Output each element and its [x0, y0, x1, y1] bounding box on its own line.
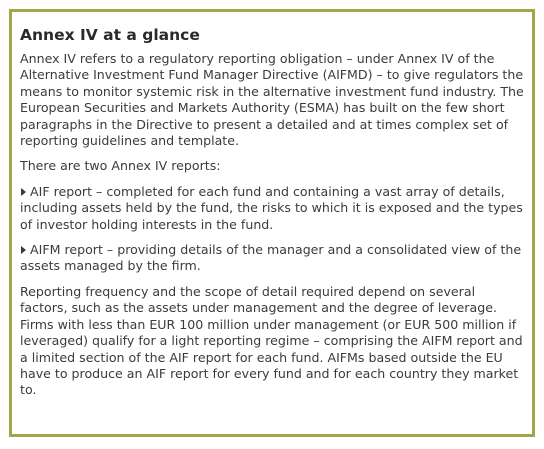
lead-paragraph: There are two Annex IV reports: [20, 158, 221, 174]
intro-paragraph: Annex IV refers to a regulatory reporting obligation – under Annex IV of the Alternative Investment Fund Manager Directive (AIFMD) – to give regulators the means to monitor systemic risk in the alternative investment fund industry. The European Securities and Markets Authority (ESMA) has built on the few short paragraphs in the Directive to present a detailed and at times complex set of reporting guidelines and template. [20, 51, 524, 149]
bullet-aifm-report [20, 242, 524, 275]
box-title: Annex IV at a glance [20, 26, 200, 44]
info-box-content [12, 12, 532, 399]
bullet-aif-report [20, 184, 524, 233]
bullet-text: AIF report – completed for each fund and containing a vast array of details, including assets held by the fund, the risks to which it is exposed and the types of investor holding interests in the fund. [20, 183, 523, 232]
triangle-right-icon [21, 246, 26, 254]
bullet-text: AIFM report – providing details of the manager and a consolidated view of the assets managed by the firm. [20, 242, 522, 274]
closing-paragraph: Reporting frequency and the scope of detail required depend on several factors, such as the assets under management and the degree of leverage. Firms with less than EUR 100 million under management (or EUR 500 million if leveraged) qualify for a light reporting regime – comprising the AIFM report and a limited section of the AIF report for each fund. AIFMs based outside the EU have to produce an AIF report for every fund and for each country they market to. [20, 283, 523, 398]
triangle-right-icon [21, 188, 26, 196]
info-box [9, 9, 535, 437]
